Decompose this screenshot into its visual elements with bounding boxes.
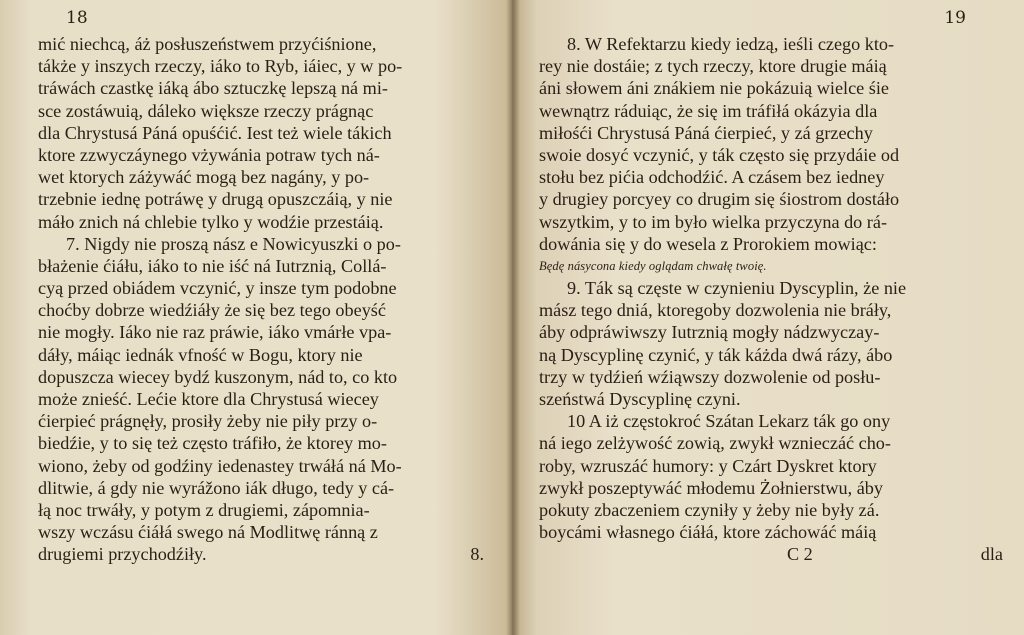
text-line: rey nie dostáie; z tych rzeczy, ktore drugie máią xyxy=(539,56,887,77)
text-line: zwykł poszeptywáć młodemu Żołnierstwu, áby xyxy=(539,477,883,498)
text-line: roby, wzruszáć humory: y Czárt Dyskret ktory xyxy=(539,455,877,476)
text-line: wszy wczásu ćiáłá swego ná Modlitwę ránną z xyxy=(38,522,378,543)
text-line: wiono, żeby od godźiny iedenastey trwáłá ná Mo- xyxy=(38,455,402,476)
text-line: ná iego zelżywość zowią, zwykł wznieczáć cho- xyxy=(539,433,891,454)
text-line: tákże y inszych rzeczy, iáko to Ryb, iáiec, y w po- xyxy=(38,56,403,77)
page-number-right: 19 xyxy=(944,8,966,28)
text-line: szeństwá Dyscyplinę czyni. xyxy=(539,389,741,409)
signature-mark: C 2 xyxy=(787,544,813,565)
text-line: nie mogły. Iáko nie raz práwie, iáko vmárłe vpa- xyxy=(38,322,392,343)
text-line: sce zostáwuią, dáleko większe rzeczy prágnąc xyxy=(38,100,374,121)
text-line: máło znich ná chlebie tylko y wodźie przestáią. xyxy=(38,211,384,232)
text-line: drugiemi przychodźiły. xyxy=(38,544,207,565)
bottom-mark: 8. xyxy=(470,544,484,565)
text-line: áby odpráwiwszy Iutrznią mogły nádzwyczay- xyxy=(539,322,880,343)
text-line: ktore zzwyczáynego vżywánia potraw tych ná- xyxy=(38,144,380,165)
text-line: dowánia się y do wesela z Prorokiem mowiąc: xyxy=(539,233,877,254)
text-line: biedźie, y to się też często tráfiło, że ktorey mo- xyxy=(38,433,387,454)
text-line: y drugiey porcyey co drugim się śiostrom dostáło xyxy=(539,189,900,210)
text-line: choćby dobrze wiedźiáły że się bez tego obeyść xyxy=(38,300,386,321)
text-line: dlitwie, á gdy nie wyrážono iák długo, tedy y cá- xyxy=(38,477,395,498)
text-line: ną Dyscyplinę czynić, y ták káżda dwá rázy, ábo xyxy=(539,344,893,365)
text-line: wszytkim, y to im było wielka przyczyna do rá- xyxy=(539,211,887,232)
text-line: dopuszcza wiecey bydź kuszonym, nád to, co kto xyxy=(38,366,398,387)
text-line: może znieść. Lećie ktore dla Chrystusá wiecey xyxy=(38,389,379,409)
text-line: ćierpieć prágnęły, prosiły żeby nie piły przy o- xyxy=(38,411,378,432)
text-line: pokuty zbaczeniem czyniły y żeby nie były zá. xyxy=(539,499,880,520)
text-line: boycámi własnego ćiáłá, ktore záchowáć máią xyxy=(539,522,877,543)
last-line-row xyxy=(38,543,504,565)
paragraph-start-line: 7. Nigdy nie proszą nász e Nowicyuszki o po- xyxy=(66,233,401,254)
right-page xyxy=(512,0,1024,635)
right-page-text xyxy=(539,33,1009,566)
text-line: stołu bez pićia odchodźić. A czásem bez iedney xyxy=(539,167,885,188)
text-line: dla Chrystusá Páná opuśćić. Iest też wiele tákich xyxy=(38,122,392,143)
text-line: błażenie ćiáłu, iáko to nie iść ná Iutrznią, Collá- xyxy=(38,255,387,276)
text-line: trzebnie iednę potráwę y drugą opuszczáią, y nie xyxy=(38,189,393,210)
text-line: tráwách czastkę iáką ábo sztuczkę lepszą ná mi- xyxy=(38,78,388,99)
text-line: swoie dosyć vczynić, y ták często się przydáie od xyxy=(539,144,900,165)
page-number-left: 18 xyxy=(66,8,88,28)
left-page-text xyxy=(38,33,504,566)
text-line: cyą przed obiádem vczynić, y insze tym podobne xyxy=(38,278,397,299)
text-line: miłośći Chrystusá Páná ćierpieć, y zá grzechy xyxy=(539,122,873,143)
text-line: mić niechcą, áż posłuszeństwem przyćiśnione, xyxy=(38,34,377,54)
scripture-quote: Będę násycona kiedy oglądam chwałę twoię. xyxy=(539,258,767,273)
text-line: áni słowem áni znákiem nie pokázuią wielce śie xyxy=(539,78,889,99)
text-line: mász tego dniá, ktoregoby dozwolenia nie bráły, xyxy=(539,300,892,321)
signature-row xyxy=(539,543,1009,565)
paragraph-start-line: 8. W Refektarzu kiedy iedzą, ieśli czego kto- xyxy=(567,34,895,54)
text-line: dáły, máiąc iednák vfność w Bogu, ktory nie xyxy=(38,344,363,365)
text-line: trzy w tydźień wźiąwszy dozwolenie od posłu- xyxy=(539,366,881,387)
text-line: wet ktorych záżywáć mogą bez nagány, y po- xyxy=(38,167,370,188)
catchword: dla xyxy=(980,544,1003,565)
text-line: wewnątrz ráduiąc, że się im tráfiłá okázyia dla xyxy=(539,100,878,121)
paragraph-start-line: 10 A iż częstokroć Szátan Lekarz ták go ony xyxy=(567,411,891,432)
paragraph-start-line: 9. Ták są częste w czynieniu Dyscyplin, że nie xyxy=(567,278,907,299)
text-line: łą noc trwáły, y potym z drugiemi, zápomnia- xyxy=(38,499,370,520)
